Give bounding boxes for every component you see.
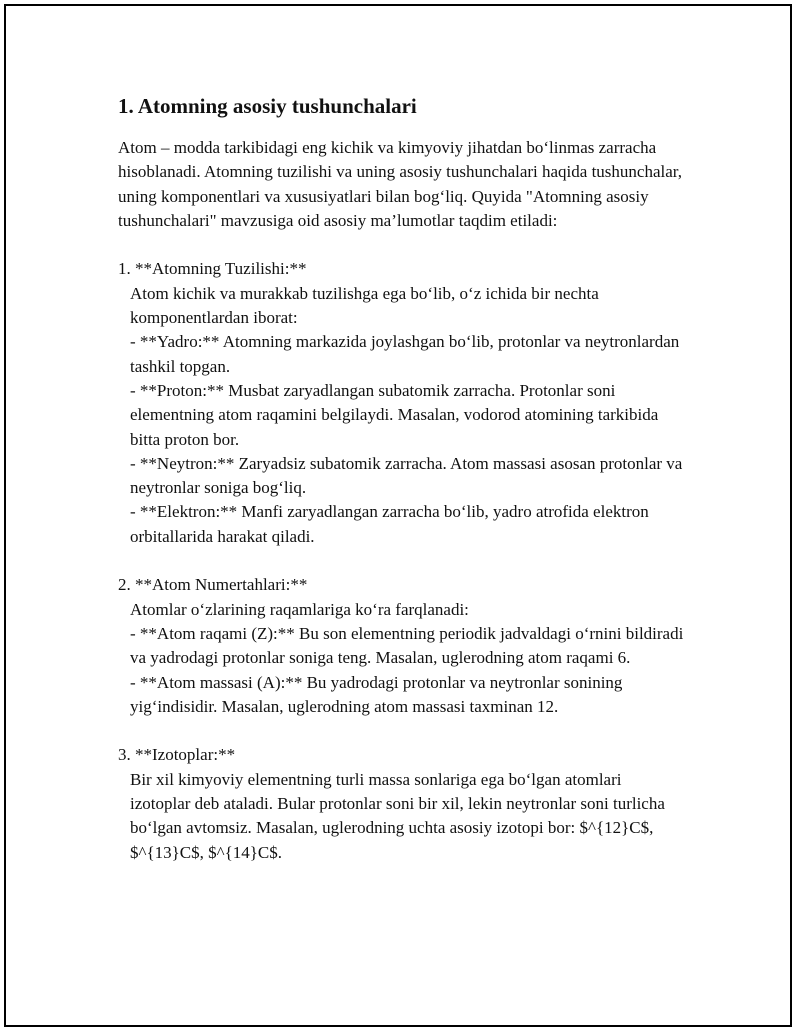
section-lead: Atomlar o‘zlarining raqamlariga ko‘ra farqlanadi: xyxy=(130,599,469,619)
spacer xyxy=(118,549,684,573)
section-heading: 1. **Atomning Tuzilishi:** xyxy=(118,259,307,279)
spacer xyxy=(118,719,684,743)
list-item: - **Atom massasi (A):** Bu yadrodagi protonlar va neytronlar sonining yig‘indisidir. Masalan, uglerodning atom massasi taxminan 12. xyxy=(130,672,623,716)
section-heading: 3. **Izotoplar:** xyxy=(118,745,236,765)
section-heading: 2. **Atom Numertahlari:** xyxy=(118,575,308,595)
list-item: - **Yadro:** Atomning markazida joylashgan bo‘lib, protonlar va neytronlardan tashkil topgan. xyxy=(130,332,680,376)
document-body xyxy=(118,92,684,865)
spacer xyxy=(118,233,684,257)
intro-paragraph: Atom – modda tarkibidagi eng kichik va kimyoviy jihatdan bo‘linmas zarracha hisoblanadi. Atomning tuzilishi va uning asosiy tushunchalari haqida tushunchalar, uning komponentlari va xususiyatlari bilan bog‘liq. Quyida "Atomning asosiy tushunchalari" mavzusiga oid asosiy ma’lumotlar taqdim etiladi: xyxy=(118,138,683,230)
list-item: - **Proton:** Musbat zaryadlangan subatomik zarracha. Protonlar soni elementning atom raqamini belgilaydi. Masalan, vodorod atomining tarkibida bitta proton bor. xyxy=(130,380,659,449)
section-lead: Atom kichik va murakkab tuzilishga ega bo‘lib, o‘z ichida bir nechta komponentlardan iborat: xyxy=(130,283,599,328)
list-item: - **Atom raqami (Z):** Bu son elementning periodik jadvaldagi o‘rnini bildiradi va yadrodagi protonlar soniga teng. Masalan, uglerodning atom raqami 6. xyxy=(130,623,684,668)
list-item: - **Elektron:** Manfi zaryadlangan zarracha bo‘lib, yadro atrofida elektron orbitallarida harakat qiladi. xyxy=(130,502,649,546)
document-title: 1. Atomning asosiy tushunchalari xyxy=(118,94,417,118)
list-item: - **Neytron:** Zaryadsiz subatomik zarracha. Atom massasi asosan protonlar va neytronlar soniga bog‘liq. xyxy=(130,453,683,498)
section-lead: Bir xil kimyoviy elementning turli massa sonlariga ega bo‘lgan atomlari izotoplar deb ataladi. Bular protonlar soni bir xil, lekin neytronlar soni turlicha bo‘lgan avtomsiz. Masalan, uglerodning uchta asosiy izotopi bor: $^{12}C$, $^{13}C$, $^{14}C$. xyxy=(130,769,665,862)
